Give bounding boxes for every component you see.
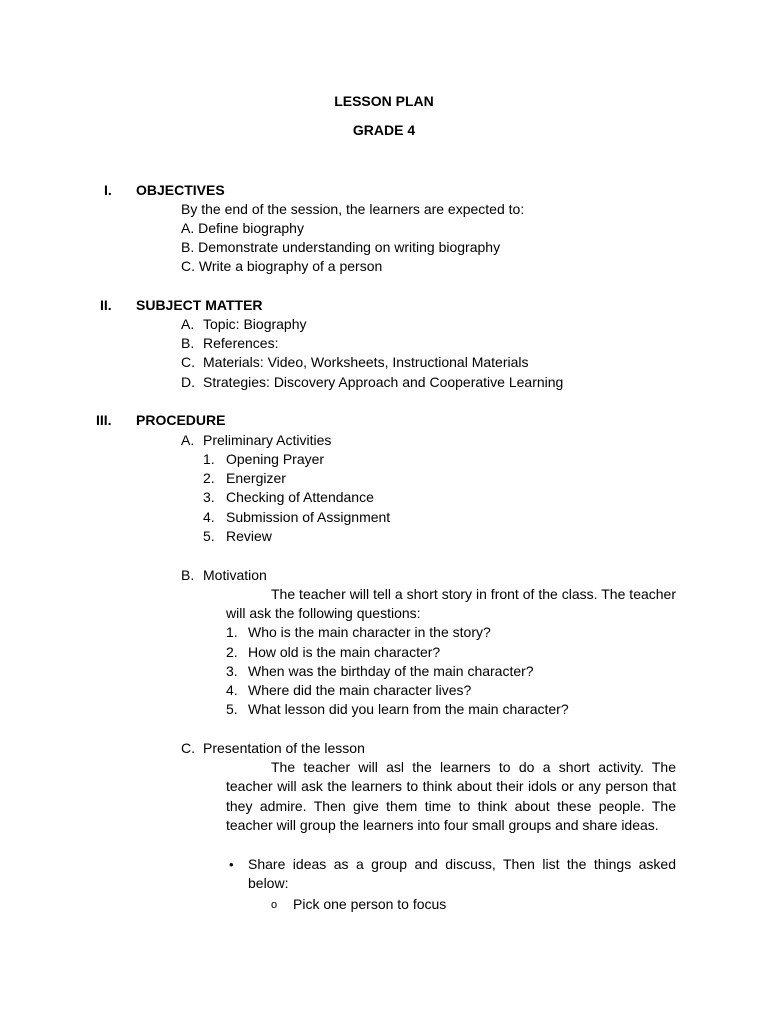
subject-item-text: Topic: Biography: [203, 316, 307, 332]
procedure-subheading-preliminary: [181, 431, 331, 450]
subject-item-text: References:: [203, 335, 279, 351]
motivation-paragraph: The teacher will tell a short story in front of the class. The teacher will ask the following questions:: [226, 586, 676, 622]
procedure-title: Preliminary Activities: [203, 432, 332, 448]
section-heading-procedure: PROCEDURE: [136, 412, 226, 428]
section-numeral-subject-matter: II.: [100, 297, 112, 313]
motivation-question: 3. When was the birthday of the main character?: [226, 663, 534, 679]
preliminary-item: 5. Review: [203, 528, 272, 544]
document-title: LESSON PLAN: [334, 93, 434, 109]
presentation-paragraph: The teacher will asl the learners to do a short activity. The teacher will ask the learners to think about their idols or any person that they admire. Then give them time to think about these people. The teacher will group the learners into four small groups and share ideas.: [226, 759, 676, 833]
bullet-dot-icon: •: [229, 857, 234, 872]
subject-item: [181, 373, 563, 392]
subject-item-text: Strategies: Discovery Approach and Cooperative Learning: [203, 374, 564, 390]
subject-item: [181, 334, 278, 353]
subject-item: [181, 353, 529, 372]
objectives-intro: By the end of the session, the learners are expected to:: [181, 201, 525, 217]
objective-item: C. Write a biography of a person: [181, 258, 383, 274]
preliminary-item: 2. Energizer: [203, 470, 286, 486]
procedure-letter: A.: [181, 432, 195, 448]
presentation-sub-bullet: Pick one person to focus: [293, 896, 447, 912]
section-numeral-procedure: III.: [96, 412, 112, 428]
section-heading-subject-matter: SUBJECT MATTER: [136, 297, 263, 313]
preliminary-item: 3. Checking of Attendance: [203, 489, 374, 505]
subject-item-letter: B.: [181, 335, 195, 351]
subject-item-letter: A.: [181, 316, 195, 332]
subject-item-letter: D.: [181, 374, 195, 390]
motivation-question: 2. How old is the main character?: [226, 644, 441, 660]
preliminary-item: 1. Opening Prayer: [203, 451, 325, 467]
hollow-circle-bullet-icon: o: [271, 899, 278, 911]
procedure-subheading-presentation: C. Presentation of the lesson: [181, 740, 365, 756]
subject-item-letter: C.: [181, 354, 195, 370]
section-heading-objectives: OBJECTIVES: [136, 182, 225, 198]
section-numeral-objectives: I.: [104, 182, 112, 198]
objective-item: A. Define biography: [181, 220, 304, 236]
motivation-question: 1. Who is the main character in the story?: [226, 624, 491, 640]
grade-label: GRADE 4: [352, 122, 416, 138]
motivation-question: 4. Where did the main character lives?: [226, 682, 472, 698]
preliminary-item: 4. Submission of Assignment: [203, 509, 391, 525]
presentation-bullet: Share ideas as a group and discuss, Then list the things asked below:: [248, 856, 676, 892]
motivation-question: 5. What lesson did you learn from the main character?: [226, 701, 569, 717]
procedure-subheading-motivation: B. Motivation: [181, 567, 267, 583]
objective-item: B. Demonstrate understanding on writing biography: [181, 239, 501, 255]
subject-item: [181, 315, 307, 334]
subject-item-text: Materials: Video, Worksheets, Instructional Materials: [203, 354, 529, 370]
